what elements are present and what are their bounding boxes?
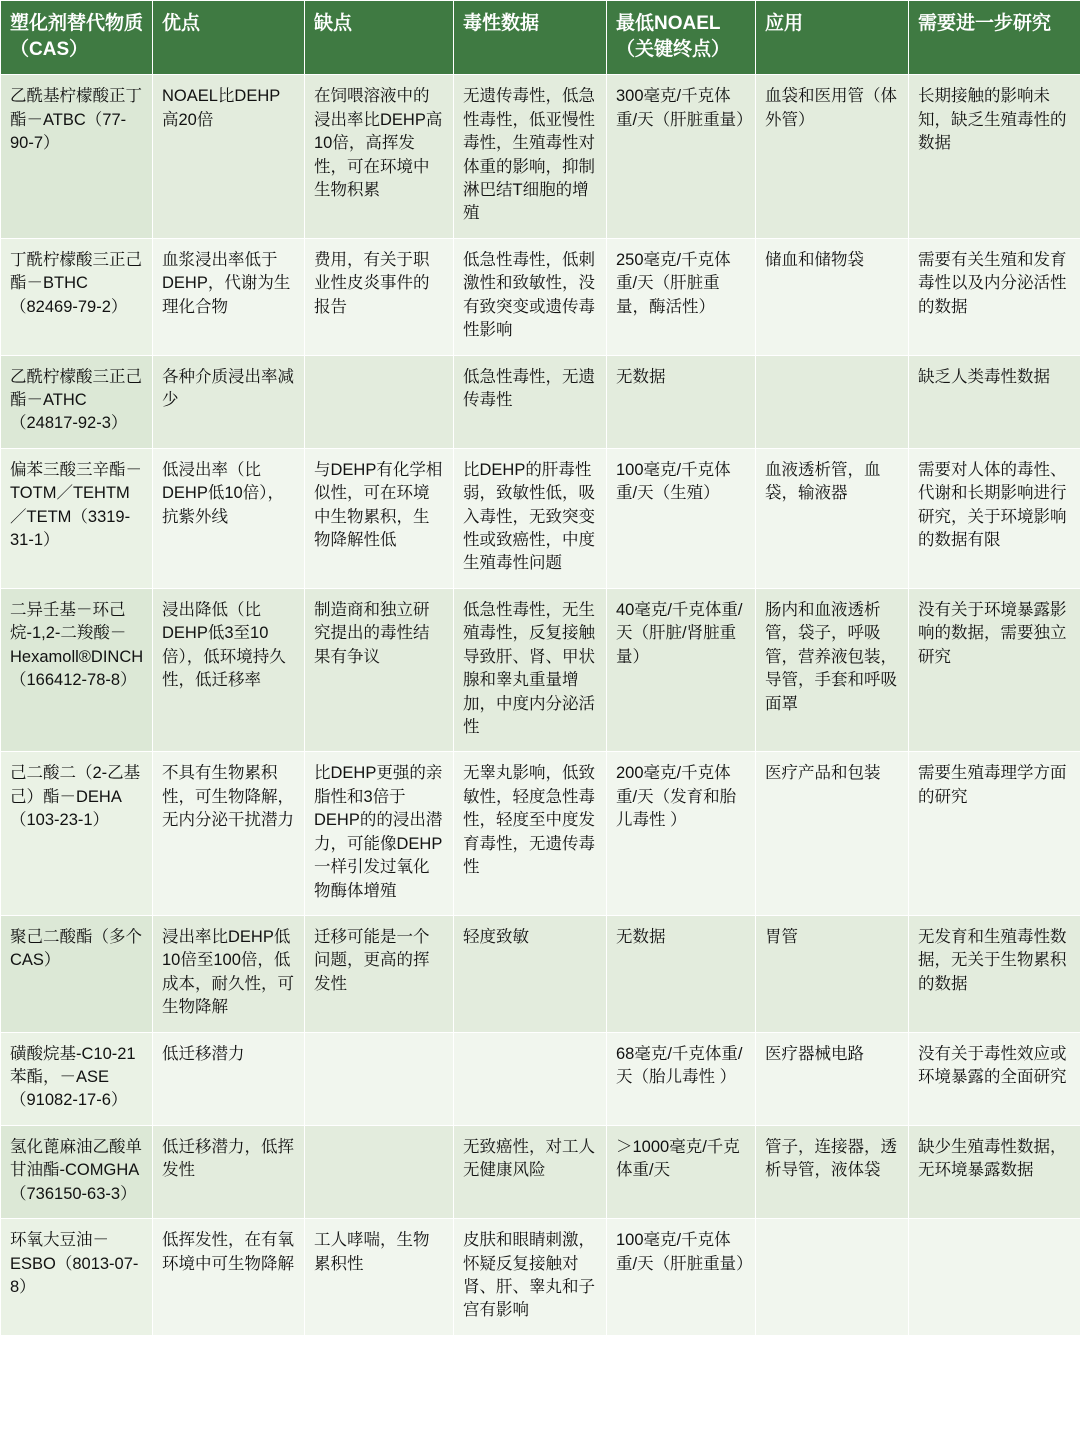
column-header-substance: 塑化剂替代物质（CAS） bbox=[1, 1, 153, 75]
cell-applications: 医疗产品和包装 bbox=[756, 752, 909, 916]
cell-toxicity-data: 无致癌性，对工人无健康风险 bbox=[454, 1125, 607, 1218]
cell-advantages: 低迁移潜力，低挥发性 bbox=[153, 1125, 305, 1218]
cell-advantages: 不具有生物累积性，可生物降解，无内分泌干扰潜力 bbox=[153, 752, 305, 916]
cell-disadvantages: 迁移可能是一个问题，更高的挥发性 bbox=[305, 915, 454, 1032]
cell-toxicity-data: 低急性毒性，低刺激性和致敏性，没有致突变或遗传毒性影响 bbox=[454, 238, 607, 355]
table-row bbox=[1, 448, 1080, 588]
table-row bbox=[1, 1219, 1080, 1336]
cell-further-research: 缺少生殖毒性数据，无环境暴露数据 bbox=[909, 1125, 1080, 1218]
table-body bbox=[1, 75, 1080, 1336]
cell-lowest-noael: 无数据 bbox=[607, 915, 756, 1032]
table-row bbox=[1, 752, 1080, 916]
cell-advantages: 低挥发性，在有氧环境中可生物降解 bbox=[153, 1219, 305, 1336]
cell-substance: 偏苯三酸三辛酯－TOTM／TEHTM／TETM（3319-31-1） bbox=[1, 448, 153, 588]
cell-further-research bbox=[909, 1219, 1080, 1336]
cell-lowest-noael: 300毫克/千克体重/天（肝脏重量） bbox=[607, 75, 756, 239]
cell-applications: 胃管 bbox=[756, 915, 909, 1032]
cell-toxicity-data: 轻度致敏 bbox=[454, 915, 607, 1032]
cell-substance: 聚己二酸酯（多个CAS） bbox=[1, 915, 153, 1032]
cell-substance: 乙酰基柠檬酸正丁酯－ATBC（77-90-7） bbox=[1, 75, 153, 239]
cell-substance: 二异壬基－环己烷-1,2-二羧酸－Hexamoll®DINCH（166412-78-8） bbox=[1, 588, 153, 752]
cell-further-research: 需要生殖毒理学方面的研究 bbox=[909, 752, 1080, 916]
cell-toxicity-data: 皮肤和眼睛刺激，怀疑反复接触对肾、肝、睾丸和子宫有影响 bbox=[454, 1219, 607, 1336]
cell-substance: 氢化蓖麻油乙酸单甘油酯-COMGHA（736150-63-3） bbox=[1, 1125, 153, 1218]
cell-toxicity-data: 低急性毒性，无生殖毒性，反复接触导致肝、肾、甲状腺和睾丸重量增加，中度内分泌活性 bbox=[454, 588, 607, 752]
cell-applications: 血液透析管，血袋，输液器 bbox=[756, 448, 909, 588]
cell-substance: 乙酰柠檬酸三正己酯－ATHC（24817-92-3） bbox=[1, 355, 153, 448]
cell-advantages: 血浆浸出率低于DEHP，代谢为生理化合物 bbox=[153, 238, 305, 355]
cell-further-research: 没有关于环境暴露影响的数据，需要独立研究 bbox=[909, 588, 1080, 752]
column-header-advantages: 优点 bbox=[153, 1, 305, 75]
cell-disadvantages: 费用，有关于职业性皮炎事件的报告 bbox=[305, 238, 454, 355]
table-row bbox=[1, 75, 1080, 239]
cell-toxicity-data: 无遗传毒性，低急性毒性，低亚慢性毒性，生殖毒性对体重的影响，抑制淋巴结T细胞的增殖 bbox=[454, 75, 607, 239]
cell-disadvantages bbox=[305, 1125, 454, 1218]
cell-disadvantages: 与DEHP有化学相似性，可在环境中生物累积，生物降解性低 bbox=[305, 448, 454, 588]
cell-further-research: 没有关于毒性效应或环境暴露的全面研究 bbox=[909, 1032, 1080, 1125]
cell-further-research: 需要有关生殖和发育毒性以及内分泌活性的数据 bbox=[909, 238, 1080, 355]
cell-disadvantages: 比DEHP更强的亲脂性和3倍于DEHP的的浸出潜力，可能像DEHP一样引发过氧化物酶体增殖 bbox=[305, 752, 454, 916]
cell-advantages: 浸出降低（比DEHP低3至10倍），低环境持久性，低迁移率 bbox=[153, 588, 305, 752]
cell-lowest-noael: 250毫克/千克体重/天（肝脏重量，酶活性） bbox=[607, 238, 756, 355]
table-header bbox=[1, 1, 1080, 75]
cell-advantages: 低浸出率（比DEHP低10倍），抗紫外线 bbox=[153, 448, 305, 588]
table-row bbox=[1, 238, 1080, 355]
cell-advantages: 各种介质浸出率减少 bbox=[153, 355, 305, 448]
cell-disadvantages bbox=[305, 1032, 454, 1125]
cell-applications: 管子，连接器，透析导管，液体袋 bbox=[756, 1125, 909, 1218]
cell-further-research: 需要对人体的毒性、代谢和长期影响进行研究，关于环境影响的数据有限 bbox=[909, 448, 1080, 588]
column-header-lowest-noael: 最低NOAEL（关键终点） bbox=[607, 1, 756, 75]
table-header-row bbox=[1, 1, 1080, 75]
cell-applications: 血袋和医用管（体外管） bbox=[756, 75, 909, 239]
cell-lowest-noael: 无数据 bbox=[607, 355, 756, 448]
table-row bbox=[1, 588, 1080, 752]
cell-further-research: 无发育和生殖毒性数据，无关于生物累积的数据 bbox=[909, 915, 1080, 1032]
cell-disadvantages: 制造商和独立研究提出的毒性结果有争议 bbox=[305, 588, 454, 752]
cell-substance: 磺酸烷基-C10-21苯酯，－ASE（91082-17-6） bbox=[1, 1032, 153, 1125]
column-header-disadvantages: 缺点 bbox=[305, 1, 454, 75]
cell-toxicity-data: 比DEHP的肝毒性弱，致敏性低，吸入毒性，无致突变性或致癌性，中度生殖毒性问题 bbox=[454, 448, 607, 588]
table-row bbox=[1, 915, 1080, 1032]
column-header-toxicity-data: 毒性数据 bbox=[454, 1, 607, 75]
cell-toxicity-data: 无睾丸影响，低致敏性，轻度急性毒性，轻度至中度发育毒性，无遗传毒性 bbox=[454, 752, 607, 916]
cell-further-research: 缺乏人类毒性数据 bbox=[909, 355, 1080, 448]
cell-lowest-noael: 68毫克/千克体重/天（胎儿毒性 ） bbox=[607, 1032, 756, 1125]
cell-substance: 丁酰柠檬酸三正己酯－BTHC（82469-79-2） bbox=[1, 238, 153, 355]
cell-advantages: NOAEL比DEHP高20倍 bbox=[153, 75, 305, 239]
cell-substance: 环氧大豆油－ESBO（8013-07-8） bbox=[1, 1219, 153, 1336]
cell-applications bbox=[756, 1219, 909, 1336]
cell-toxicity-data bbox=[454, 1032, 607, 1125]
table-row bbox=[1, 1032, 1080, 1125]
cell-lowest-noael: 100毫克/千克体重/天（肝脏重量） bbox=[607, 1219, 756, 1336]
column-header-further-research: 需要进一步研究 bbox=[909, 1, 1080, 75]
cell-toxicity-data: 低急性毒性，无遗传毒性 bbox=[454, 355, 607, 448]
cell-lowest-noael: 100毫克/千克体重/天（生殖） bbox=[607, 448, 756, 588]
table-row bbox=[1, 355, 1080, 448]
table-row bbox=[1, 1125, 1080, 1218]
cell-applications: 肠内和血液透析管，袋子，呼吸管，营养液包装，导管，手套和呼吸面罩 bbox=[756, 588, 909, 752]
cell-lowest-noael: 200毫克/千克体重/天（发育和胎儿毒性 ） bbox=[607, 752, 756, 916]
cell-further-research: 长期接触的影响未知，缺乏生殖毒性的数据 bbox=[909, 75, 1080, 239]
cell-applications bbox=[756, 355, 909, 448]
cell-advantages: 低迁移潜力 bbox=[153, 1032, 305, 1125]
cell-applications: 储血和储物袋 bbox=[756, 238, 909, 355]
cell-lowest-noael: ＞1000毫克/千克体重/天 bbox=[607, 1125, 756, 1218]
cell-disadvantages: 工人哮喘，生物累积性 bbox=[305, 1219, 454, 1336]
cell-applications: 医疗器械电路 bbox=[756, 1032, 909, 1125]
cell-disadvantages: 在饲喂溶液中的浸出率比DEHP高10倍，高挥发性，可在环境中生物积累 bbox=[305, 75, 454, 239]
column-header-applications: 应用 bbox=[756, 1, 909, 75]
cell-disadvantages bbox=[305, 355, 454, 448]
cell-lowest-noael: 40毫克/千克体重/天（肝脏/肾脏重量） bbox=[607, 588, 756, 752]
cell-advantages: 浸出率比DEHP低10倍至100倍，低成本，耐久性，可生物降解 bbox=[153, 915, 305, 1032]
cell-substance: 己二酸二（2-乙基己）酯－DEHA（103-23-1） bbox=[1, 752, 153, 916]
